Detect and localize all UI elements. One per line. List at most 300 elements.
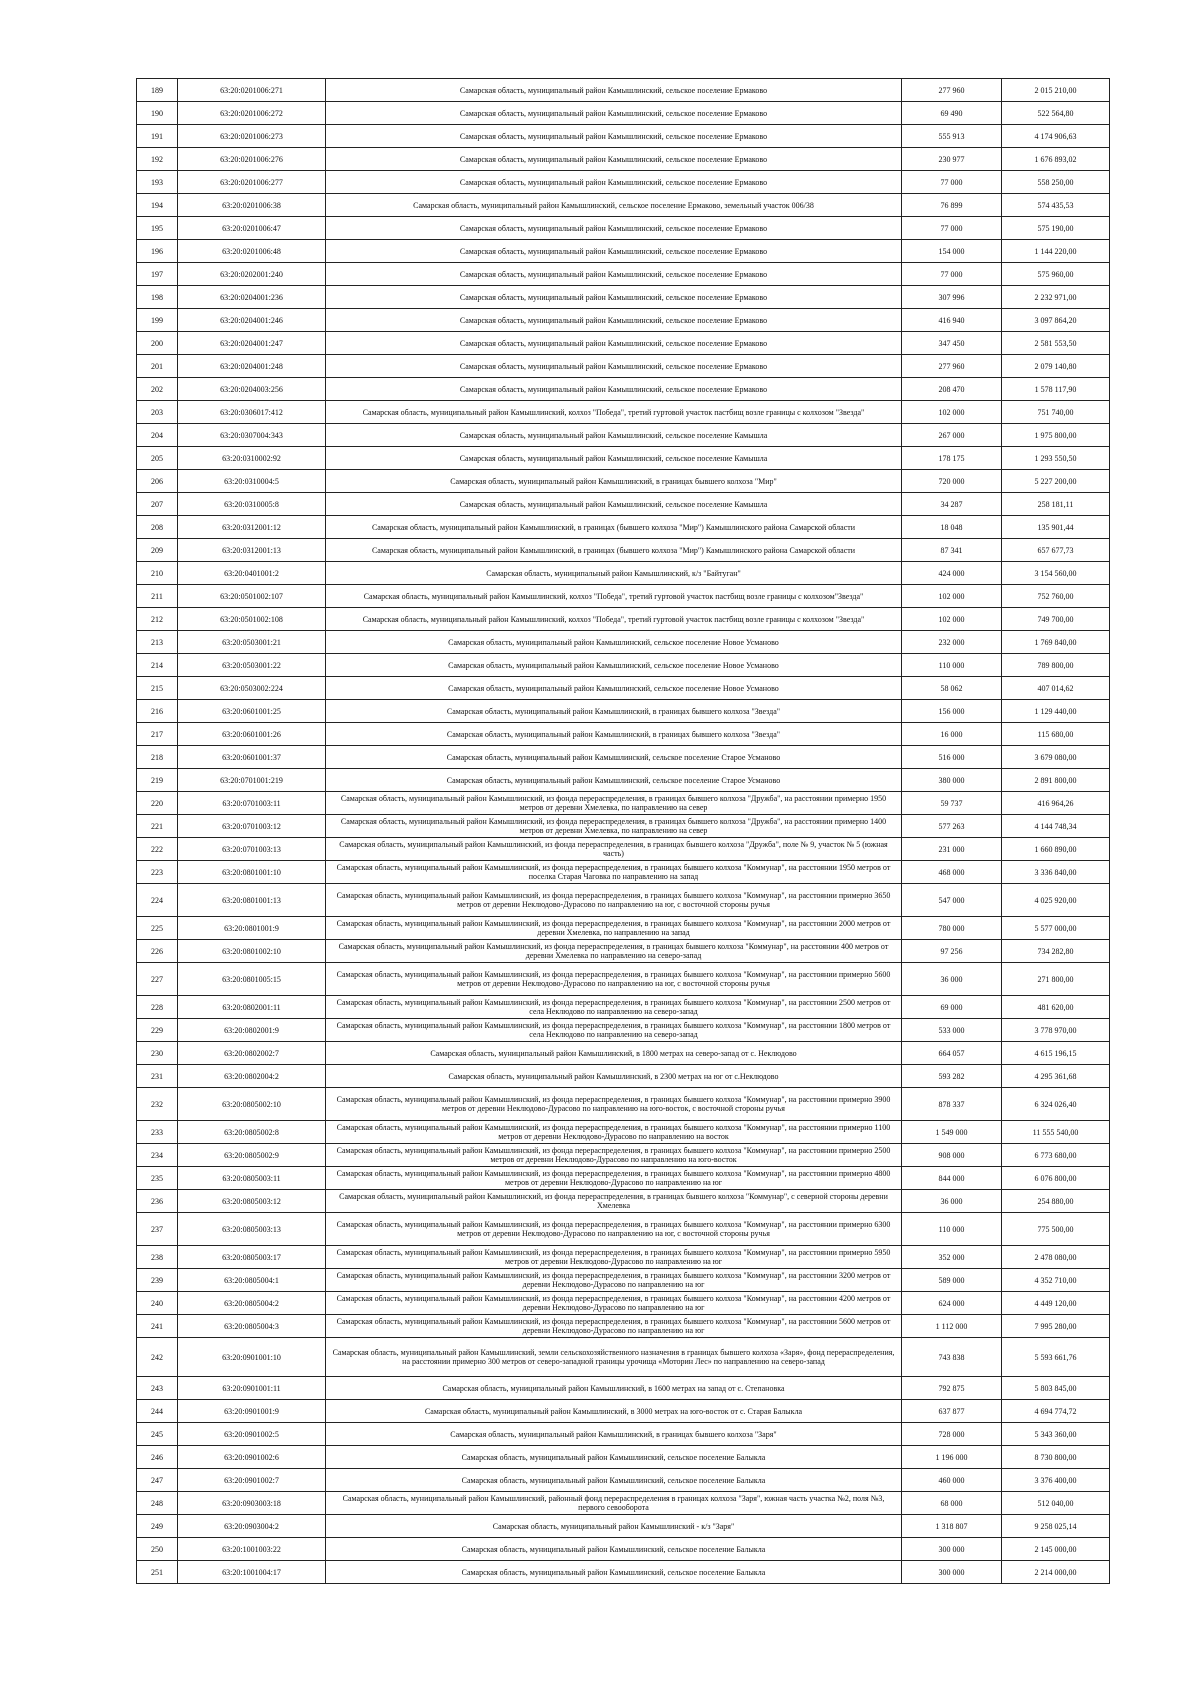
- cadastral-value-cell: 2 891 800,00: [1002, 769, 1110, 792]
- cadastral-number-cell: 63:20:0901001:10: [178, 1338, 326, 1377]
- area-cell: 664 057: [902, 1042, 1002, 1065]
- address-cell: Самарская область, муниципальный район Камышлинский, из фонда перераспределения, в границах бывшего колхоза "Дружба", на расстоянии примерно 1400 метров от деревни Хмелевка, по направлению на север: [326, 815, 902, 838]
- area-cell: 68 000: [902, 1492, 1002, 1515]
- cadastral-value-cell: 6 773 680,00: [1002, 1144, 1110, 1167]
- table-row: [137, 263, 1110, 286]
- cadastral-value-cell: 4 615 196,15: [1002, 1042, 1110, 1065]
- cadastral-number-cell: 63:20:0401001:2: [178, 562, 326, 585]
- area-cell: 792 875: [902, 1377, 1002, 1400]
- cadastral-number-cell: 63:20:0802002:7: [178, 1042, 326, 1065]
- cadastral-number-cell: 63:20:0805002:9: [178, 1144, 326, 1167]
- cadastral-number-cell: 63:20:0701001:219: [178, 769, 326, 792]
- area-cell: 16 000: [902, 723, 1002, 746]
- area-cell: 102 000: [902, 608, 1002, 631]
- row-number-cell: 217: [137, 723, 178, 746]
- row-number-cell: 228: [137, 996, 178, 1019]
- row-number-cell: 241: [137, 1315, 178, 1338]
- cadastral-number-cell: 63:20:0204001:247: [178, 332, 326, 355]
- row-number-cell: 216: [137, 700, 178, 723]
- address-cell: Самарская область, муниципальный район Камышлинский, в 2300 метрах на юг от с.Неклюдово: [326, 1065, 902, 1088]
- row-number-cell: 244: [137, 1400, 178, 1423]
- address-cell: Самарская область, муниципальный район Камышлинский, из фонда перераспределения, в границах бывшего колхоза "Коммунар", на расстоянии примерно 3650 метров от деревни Неклюдово-Дурасово по направлению на юг, с восточной стороны ручья: [326, 884, 902, 917]
- address-cell: Самарская область, муниципальный район Камышлинский, сельское поселение Камышла: [326, 424, 902, 447]
- row-number-cell: 212: [137, 608, 178, 631]
- area-cell: 307 996: [902, 286, 1002, 309]
- cadastral-value-cell: 115 680,00: [1002, 723, 1110, 746]
- table-row: [137, 171, 1110, 194]
- table-row: [137, 79, 1110, 102]
- row-number-cell: 220: [137, 792, 178, 815]
- area-cell: 352 000: [902, 1246, 1002, 1269]
- table-row: [137, 562, 1110, 585]
- cadastral-number-cell: 63:20:0802001:9: [178, 1019, 326, 1042]
- cadastral-value-cell: 4 694 774,72: [1002, 1400, 1110, 1423]
- row-number-cell: 229: [137, 1019, 178, 1042]
- area-cell: 232 000: [902, 631, 1002, 654]
- address-cell: Самарская область, муниципальный район Камышлинский, в 1600 метрах на запад от с. Степановка: [326, 1377, 902, 1400]
- area-cell: 277 960: [902, 79, 1002, 102]
- cadastral-value-cell: 558 250,00: [1002, 171, 1110, 194]
- area-cell: 102 000: [902, 401, 1002, 424]
- cadastral-value-cell: 575 190,00: [1002, 217, 1110, 240]
- row-number-cell: 247: [137, 1469, 178, 1492]
- table-row: [137, 516, 1110, 539]
- area-cell: 36 000: [902, 963, 1002, 996]
- cadastral-value-cell: 5 593 661,76: [1002, 1338, 1110, 1377]
- row-number-cell: 250: [137, 1538, 178, 1561]
- cadastral-number-cell: 63:20:0201006:47: [178, 217, 326, 240]
- cadastral-number-cell: 63:20:0805004:1: [178, 1269, 326, 1292]
- address-cell: Самарская область, муниципальный район Камышлинский, сельское поселение Ермаково: [326, 148, 902, 171]
- cadastral-number-cell: 63:20:0805003:17: [178, 1246, 326, 1269]
- cadastral-number-cell: 63:20:0503001:22: [178, 654, 326, 677]
- cadastral-number-cell: 63:20:0901001:9: [178, 1400, 326, 1423]
- cadastral-value-cell: 4 025 920,00: [1002, 884, 1110, 917]
- area-cell: 547 000: [902, 884, 1002, 917]
- address-cell: Самарская область, муниципальный район Камышлинский, из фонда перераспределения, в границах бывшего колхоза "Коммунар", на расстоянии 4200 метров от деревни Неклюдово-Дурасово по направлению на юг: [326, 1292, 902, 1315]
- address-cell: Самарская область, муниципальный район Камышлинский, сельское поселение Ермаково: [326, 79, 902, 102]
- address-cell: Самарская область, муниципальный район Камышлинский, из фонда перераспределения, в границах бывшего колхоза "Коммунар", на расстоянии примерно 3900 метров от деревни Неклюдово-Дурасово по направлению на юго-восток, с восточной стороны ручья: [326, 1088, 902, 1121]
- table-row: [137, 378, 1110, 401]
- area-cell: 533 000: [902, 1019, 1002, 1042]
- cadastral-value-cell: 5 803 845,00: [1002, 1377, 1110, 1400]
- cadastral-value-cell: 11 555 540,00: [1002, 1121, 1110, 1144]
- table-row: [137, 447, 1110, 470]
- table-row: [137, 963, 1110, 996]
- address-cell: Самарская область, муниципальный район Камышлинский - к/з "Заря": [326, 1515, 902, 1538]
- address-cell: Самарская область, муниципальный район Камышлинский, сельское поселение Ермаково: [326, 263, 902, 286]
- area-cell: 300 000: [902, 1561, 1002, 1584]
- cadastral-number-cell: 63:20:0805003:11: [178, 1167, 326, 1190]
- area-cell: 178 175: [902, 447, 1002, 470]
- table-row: [137, 148, 1110, 171]
- cadastral-value-cell: 4 352 710,00: [1002, 1269, 1110, 1292]
- table-row: [137, 1469, 1110, 1492]
- row-number-cell: 238: [137, 1246, 178, 1269]
- cadastral-value-cell: 2 145 000,00: [1002, 1538, 1110, 1561]
- table-row: [137, 723, 1110, 746]
- address-cell: Самарская область, муниципальный район Камышлинский, сельское поселение Новое Усманово: [326, 631, 902, 654]
- cadastral-value-cell: 574 435,53: [1002, 194, 1110, 217]
- cadastral-value-cell: 575 960,00: [1002, 263, 1110, 286]
- cadastral-number-cell: 63:20:0801002:10: [178, 940, 326, 963]
- address-cell: Самарская область, муниципальный район Камышлинский, из фонда перераспределения, в границах бывшего колхоза "Коммунар", на расстоянии 3200 метров от деревни Неклюдово-Дурасово по направлению на юг: [326, 1269, 902, 1292]
- cadastral-value-cell: 8 730 800,00: [1002, 1446, 1110, 1469]
- address-cell: Самарская область, муниципальный район Камышлинский, из фонда перераспределения, в границах бывшего колхоза "Коммунар", на расстоянии примерно 6300 метров от деревни Неклюдово-Дурасово по направлению на юг, с восточной стороны ручья: [326, 1213, 902, 1246]
- row-number-cell: 191: [137, 125, 178, 148]
- table-row: [137, 125, 1110, 148]
- area-cell: 110 000: [902, 1213, 1002, 1246]
- area-cell: 577 263: [902, 815, 1002, 838]
- cadastral-number-cell: 63:20:0204001:236: [178, 286, 326, 309]
- cadastral-value-cell: 775 500,00: [1002, 1213, 1110, 1246]
- cadastral-number-cell: 63:20:0801005:15: [178, 963, 326, 996]
- cadastral-number-cell: 63:20:0201006:48: [178, 240, 326, 263]
- table-row: [137, 996, 1110, 1019]
- cadastral-number-cell: 63:20:0805003:13: [178, 1213, 326, 1246]
- address-cell: Самарская область, муниципальный район Камышлинский, в границах бывшего колхоза "Заря": [326, 1423, 902, 1446]
- table-row: [137, 424, 1110, 447]
- row-number-cell: 190: [137, 102, 178, 125]
- address-cell: Самарская область, муниципальный район Камышлинский, сельское поселение Старое Усманово: [326, 746, 902, 769]
- address-cell: Самарская область, муниципальный район Камышлинский, из фонда перераспределения, в границах бывшего колхоза "Дружба", поле № 9, участок № 5 (южная часть): [326, 838, 902, 861]
- row-number-cell: 192: [137, 148, 178, 171]
- table-row: [137, 1246, 1110, 1269]
- cadastral-number-cell: 63:20:0801001:10: [178, 861, 326, 884]
- address-cell: Самарская область, муниципальный район Камышлинский, сельское поселение Ермаково: [326, 332, 902, 355]
- area-cell: 277 960: [902, 355, 1002, 378]
- area-cell: 36 000: [902, 1190, 1002, 1213]
- address-cell: Самарская область, муниципальный район Камышлинский, колхоз "Победа", третий гуртовой участок пастбищ возле границы с колхозом"Звезда": [326, 585, 902, 608]
- area-cell: 300 000: [902, 1538, 1002, 1561]
- cadastral-value-cell: 6 076 800,00: [1002, 1167, 1110, 1190]
- row-number-cell: 225: [137, 917, 178, 940]
- row-number-cell: 203: [137, 401, 178, 424]
- row-number-cell: 221: [137, 815, 178, 838]
- row-number-cell: 245: [137, 1423, 178, 1446]
- cadastral-number-cell: 63:20:0802004:2: [178, 1065, 326, 1088]
- address-cell: Самарская область, муниципальный район Камышлинский, земли сельскохозяйственного назначения в границах бывшего колхоза «Заря», фонд перераспределения, на расстоянии примерно 300 метров от северо-западной границы урочища «Моторин Лес» по направлению на северо-запад: [326, 1338, 902, 1377]
- table-row: [137, 286, 1110, 309]
- area-cell: 267 000: [902, 424, 1002, 447]
- table-row: [137, 654, 1110, 677]
- area-cell: 468 000: [902, 861, 1002, 884]
- area-cell: 347 450: [902, 332, 1002, 355]
- table-row: [137, 217, 1110, 240]
- row-number-cell: 199: [137, 309, 178, 332]
- cadastral-number-cell: 63:20:0307004:343: [178, 424, 326, 447]
- row-number-cell: 243: [137, 1377, 178, 1400]
- table-row: [137, 1561, 1110, 1584]
- cadastral-number-cell: 63:20:0805004:3: [178, 1315, 326, 1338]
- cadastral-value-cell: 3 679 080,00: [1002, 746, 1110, 769]
- row-number-cell: 196: [137, 240, 178, 263]
- area-cell: 102 000: [902, 585, 1002, 608]
- row-number-cell: 207: [137, 493, 178, 516]
- cadastral-number-cell: 63:20:0312001:12: [178, 516, 326, 539]
- row-number-cell: 240: [137, 1292, 178, 1315]
- cadastral-number-cell: 63:20:0501002:107: [178, 585, 326, 608]
- cadastral-value-cell: 6 324 026,40: [1002, 1088, 1110, 1121]
- area-cell: 728 000: [902, 1423, 1002, 1446]
- cadastral-value-cell: 2 581 553,50: [1002, 332, 1110, 355]
- table-row: [137, 838, 1110, 861]
- cadastral-value-cell: 2 015 210,00: [1002, 79, 1110, 102]
- area-cell: 1 196 000: [902, 1446, 1002, 1469]
- cadastral-number-cell: 63:20:0201006:277: [178, 171, 326, 194]
- cadastral-number-cell: 63:20:0312001:13: [178, 539, 326, 562]
- cadastral-number-cell: 63:20:0204001:246: [178, 309, 326, 332]
- area-cell: 59 737: [902, 792, 1002, 815]
- address-cell: Самарская область, муниципальный район Камышлинский, из фонда перераспределения, в границах бывшего колхоза "Коммунар", на расстоянии примерно 1100 метров от деревни Неклюдово-Дурасово по направлению на восток: [326, 1121, 902, 1144]
- row-number-cell: 215: [137, 677, 178, 700]
- cadastral-number-cell: 63:20:0310004:5: [178, 470, 326, 493]
- cadastral-number-cell: 63:20:0701003:12: [178, 815, 326, 838]
- table-row: [137, 1167, 1110, 1190]
- cadastral-number-cell: 63:20:0306017:412: [178, 401, 326, 424]
- cadastral-value-cell: 407 014,62: [1002, 677, 1110, 700]
- cadastral-number-cell: 63:20:0805003:12: [178, 1190, 326, 1213]
- table-row: [137, 861, 1110, 884]
- cadastral-number-cell: 63:20:0201006:272: [178, 102, 326, 125]
- row-number-cell: 214: [137, 654, 178, 677]
- row-number-cell: 208: [137, 516, 178, 539]
- area-cell: 1 112 000: [902, 1315, 1002, 1338]
- cadastral-number-cell: 63:20:0805002:8: [178, 1121, 326, 1144]
- table-row: [137, 1492, 1110, 1515]
- cadastral-number-cell: 63:20:0801001:13: [178, 884, 326, 917]
- row-number-cell: 218: [137, 746, 178, 769]
- cadastral-number-cell: 63:20:0801001:9: [178, 917, 326, 940]
- table-row: [137, 401, 1110, 424]
- table-row: [137, 884, 1110, 917]
- table-row: [137, 1315, 1110, 1338]
- cadastral-value-cell: 1 676 893,02: [1002, 148, 1110, 171]
- table-row: [137, 700, 1110, 723]
- address-cell: Самарская область, муниципальный район Камышлинский, сельское поселение Балыкла: [326, 1446, 902, 1469]
- table-row: [137, 1400, 1110, 1423]
- cadastral-number-cell: 63:20:0805002:10: [178, 1088, 326, 1121]
- cadastral-value-cell: 4 449 120,00: [1002, 1292, 1110, 1315]
- address-cell: Самарская область, муниципальный район Камышлинский, сельское поселение Ермаково: [326, 355, 902, 378]
- table-row: [137, 1292, 1110, 1315]
- table-row: [137, 355, 1110, 378]
- cadastral-value-cell: 135 901,44: [1002, 516, 1110, 539]
- area-cell: 97 256: [902, 940, 1002, 963]
- area-cell: 1 318 807: [902, 1515, 1002, 1538]
- cadastral-number-cell: 63:20:0503001:21: [178, 631, 326, 654]
- area-cell: 460 000: [902, 1469, 1002, 1492]
- cadastral-value-cell: 522 564,80: [1002, 102, 1110, 125]
- cadastral-value-cell: 3 376 400,00: [1002, 1469, 1110, 1492]
- area-cell: 156 000: [902, 700, 1002, 723]
- address-cell: Самарская область, муниципальный район Камышлинский, сельское поселение Камышла: [326, 447, 902, 470]
- cadastral-value-cell: 481 620,00: [1002, 996, 1110, 1019]
- area-cell: 87 341: [902, 539, 1002, 562]
- table-row: [137, 1213, 1110, 1246]
- cadastral-value-cell: 2 214 000,00: [1002, 1561, 1110, 1584]
- cadastral-number-cell: 63:20:0802001:11: [178, 996, 326, 1019]
- table-row: [137, 1423, 1110, 1446]
- area-cell: 110 000: [902, 654, 1002, 677]
- table-row: [137, 1377, 1110, 1400]
- row-number-cell: 239: [137, 1269, 178, 1292]
- table-row: [137, 493, 1110, 516]
- address-cell: Самарская область, муниципальный район Камышлинский, из фонда перераспределения, в границах бывшего колхоза "Коммунар", на расстоянии 400 метров от деревни Хмелевка по направлению на северо-запад: [326, 940, 902, 963]
- area-cell: 77 000: [902, 263, 1002, 286]
- cadastral-value-cell: 1 144 220,00: [1002, 240, 1110, 263]
- table-row: [137, 1190, 1110, 1213]
- row-number-cell: 219: [137, 769, 178, 792]
- address-cell: Самарская область, муниципальный район Камышлинский, колхоз "Победа", третий гуртовой участок пастбищ возле границы с колхозом "Звезда": [326, 608, 902, 631]
- cadastral-value-cell: 749 700,00: [1002, 608, 1110, 631]
- address-cell: Самарская область, муниципальный район Камышлинский, к/з "Байтуган": [326, 562, 902, 585]
- cadastral-value-cell: 1 660 890,00: [1002, 838, 1110, 861]
- address-cell: Самарская область, муниципальный район Камышлинский, сельское поселение Балыкла: [326, 1561, 902, 1584]
- table-row: [137, 792, 1110, 815]
- row-number-cell: 231: [137, 1065, 178, 1088]
- cadastral-number-cell: 63:20:0805004:2: [178, 1292, 326, 1315]
- cadastral-number-cell: 63:20:0901002:6: [178, 1446, 326, 1469]
- table-row: [137, 1515, 1110, 1538]
- table-row: [137, 1269, 1110, 1292]
- cadastral-number-cell: 63:20:0701003:11: [178, 792, 326, 815]
- area-cell: 69 000: [902, 996, 1002, 1019]
- cadastral-number-cell: 63:20:0204001:248: [178, 355, 326, 378]
- table-row: [137, 1144, 1110, 1167]
- row-number-cell: 201: [137, 355, 178, 378]
- cadastral-number-cell: 63:20:0903003:18: [178, 1492, 326, 1515]
- cadastral-number-cell: 63:20:0601001:37: [178, 746, 326, 769]
- parcel-table: [136, 78, 1110, 1584]
- table-row: [137, 677, 1110, 700]
- table-row: [137, 1088, 1110, 1121]
- area-cell: 76 899: [902, 194, 1002, 217]
- row-number-cell: 205: [137, 447, 178, 470]
- area-cell: 231 000: [902, 838, 1002, 861]
- cadastral-number-cell: 63:20:0601001:26: [178, 723, 326, 746]
- area-cell: 18 048: [902, 516, 1002, 539]
- address-cell: Самарская область, муниципальный район Камышлинский, сельское поселение Ермаково: [326, 102, 902, 125]
- cadastral-number-cell: 63:20:0201006:273: [178, 125, 326, 148]
- address-cell: Самарская область, муниципальный район Камышлинский, сельское поселение Камышла: [326, 493, 902, 516]
- cadastral-number-cell: 63:20:0201006:271: [178, 79, 326, 102]
- row-number-cell: 194: [137, 194, 178, 217]
- cadastral-number-cell: 63:20:0204003:256: [178, 378, 326, 401]
- cadastral-number-cell: 63:20:0503002:224: [178, 677, 326, 700]
- cadastral-value-cell: 5 343 360,00: [1002, 1423, 1110, 1446]
- area-cell: 69 490: [902, 102, 1002, 125]
- table-row: [137, 1019, 1110, 1042]
- parcel-table-page: [136, 78, 1110, 1584]
- address-cell: Самарская область, муниципальный район Камышлинский, из фонда перераспределения, в границах бывшего колхоза "Коммунар", на расстоянии примерно 4800 метров от деревни Неклюдово-Дурасово по направлению на юг: [326, 1167, 902, 1190]
- table-row: [137, 940, 1110, 963]
- address-cell: Самарская область, муниципальный район Камышлинский, сельское поселение Ермаково, земельный участок 006/38: [326, 194, 902, 217]
- cadastral-value-cell: 789 800,00: [1002, 654, 1110, 677]
- table-row: [137, 1065, 1110, 1088]
- cadastral-value-cell: 4 174 906,63: [1002, 125, 1110, 148]
- parcel-table-body: [137, 79, 1110, 1584]
- table-row: [137, 1446, 1110, 1469]
- address-cell: Самарская область, муниципальный район Камышлинский, в границах бывшего колхоза "Звезда": [326, 723, 902, 746]
- row-number-cell: 251: [137, 1561, 178, 1584]
- cadastral-number-cell: 63:20:0310002:92: [178, 447, 326, 470]
- cadastral-value-cell: 3 336 840,00: [1002, 861, 1110, 884]
- area-cell: 77 000: [902, 217, 1002, 240]
- row-number-cell: 213: [137, 631, 178, 654]
- area-cell: 555 913: [902, 125, 1002, 148]
- cadastral-value-cell: 271 800,00: [1002, 963, 1110, 996]
- address-cell: Самарская область, муниципальный район Камышлинский, сельское поселение Балыкла: [326, 1538, 902, 1561]
- table-row: [137, 1538, 1110, 1561]
- table-row: [137, 631, 1110, 654]
- address-cell: Самарская область, муниципальный район Камышлинский, из фонда перераспределения, в границах бывшего колхоза "Коммунар", на расстоянии 5600 метров от деревни Неклюдово-Дурасово по направлению на юг: [326, 1315, 902, 1338]
- address-cell: Самарская область, муниципальный район Камышлинский, из фонда перераспределения, в границах бывшего колхоза "Коммунар", на расстоянии примерно 2500 метров от деревни Неклюдово-Дурасово по направлению на юго-восток: [326, 1144, 902, 1167]
- area-cell: 593 282: [902, 1065, 1002, 1088]
- address-cell: Самарская область, муниципальный район Камышлинский, в 3000 метрах на юго-восток от с. Старая Балыкла: [326, 1400, 902, 1423]
- area-cell: 720 000: [902, 470, 1002, 493]
- cadastral-number-cell: 63:20:0201006:276: [178, 148, 326, 171]
- cadastral-value-cell: 657 677,73: [1002, 539, 1110, 562]
- row-number-cell: 249: [137, 1515, 178, 1538]
- row-number-cell: 204: [137, 424, 178, 447]
- cadastral-value-cell: 512 040,00: [1002, 1492, 1110, 1515]
- row-number-cell: 236: [137, 1190, 178, 1213]
- address-cell: Самарская область, муниципальный район Камышлинский, сельское поселение Балыкла: [326, 1469, 902, 1492]
- cadastral-value-cell: 1 129 440,00: [1002, 700, 1110, 723]
- address-cell: Самарская область, муниципальный район Камышлинский, в границах (бывшего колхоза "Мир") Камышлинского района Самарской области: [326, 539, 902, 562]
- row-number-cell: 224: [137, 884, 178, 917]
- address-cell: Самарская область, муниципальный район Камышлинский, из фонда перераспределения, в границах бывшего колхоза "Коммунар", на расстоянии 1800 метров от села Неклюдово по направлению на северо-запад: [326, 1019, 902, 1042]
- table-row: [137, 815, 1110, 838]
- area-cell: 637 877: [902, 1400, 1002, 1423]
- table-row: [137, 332, 1110, 355]
- address-cell: Самарская область, муниципальный район Камышлинский, сельское поселение Ермаково: [326, 125, 902, 148]
- table-row: [137, 240, 1110, 263]
- cadastral-value-cell: 4 144 748,34: [1002, 815, 1110, 838]
- row-number-cell: 237: [137, 1213, 178, 1246]
- cadastral-value-cell: 2 232 971,00: [1002, 286, 1110, 309]
- cadastral-value-cell: 7 995 280,00: [1002, 1315, 1110, 1338]
- row-number-cell: 227: [137, 963, 178, 996]
- cadastral-number-cell: 63:20:0701003:13: [178, 838, 326, 861]
- area-cell: 780 000: [902, 917, 1002, 940]
- address-cell: Самарская область, муниципальный район Камышлинский, из фонда перераспределения, в границах бывшего колхоза "Коммунар", на расстоянии примерно 5600 метров от деревни Неклюдово-Дурасово по направлению на юг, с восточной стороны ручья: [326, 963, 902, 996]
- area-cell: 230 977: [902, 148, 1002, 171]
- row-number-cell: 198: [137, 286, 178, 309]
- cadastral-value-cell: 752 760,00: [1002, 585, 1110, 608]
- address-cell: Самарская область, муниципальный район Камышлинский, в границах бывшего колхоза "Мир": [326, 470, 902, 493]
- cadastral-number-cell: 63:20:1001003:22: [178, 1538, 326, 1561]
- address-cell: Самарская область, муниципальный район Камышлинский, из фонда перераспределения, в границах бывшего колхоза "Коммунар", на расстоянии 2500 метров от села Неклюдово по направлению на северо-запад: [326, 996, 902, 1019]
- table-row: [137, 194, 1110, 217]
- address-cell: Самарская область, муниципальный район Камышлинский, из фонда перераспределения, в границах бывшего колхоза "Коммунар", с северной стороны деревни Хмелевка: [326, 1190, 902, 1213]
- area-cell: 424 000: [902, 562, 1002, 585]
- address-cell: Самарская область, муниципальный район Камышлинский, сельское поселение Ермаково: [326, 217, 902, 240]
- cadastral-value-cell: 4 295 361,68: [1002, 1065, 1110, 1088]
- area-cell: 58 062: [902, 677, 1002, 700]
- row-number-cell: 248: [137, 1492, 178, 1515]
- area-cell: 208 470: [902, 378, 1002, 401]
- address-cell: Самарская область, муниципальный район Камышлинский, в границах (бывшего колхоза "Мир") Камышлинского района Самарской области: [326, 516, 902, 539]
- area-cell: 154 000: [902, 240, 1002, 263]
- cadastral-value-cell: 9 258 025,14: [1002, 1515, 1110, 1538]
- row-number-cell: 242: [137, 1338, 178, 1377]
- address-cell: Самарская область, муниципальный район Камышлинский, в границах бывшего колхоза "Звезда": [326, 700, 902, 723]
- cadastral-value-cell: 1 769 840,00: [1002, 631, 1110, 654]
- table-row: [137, 769, 1110, 792]
- address-cell: Самарская область, муниципальный район Камышлинский, в 1800 метрах на северо-запад от с. Неклюдово: [326, 1042, 902, 1065]
